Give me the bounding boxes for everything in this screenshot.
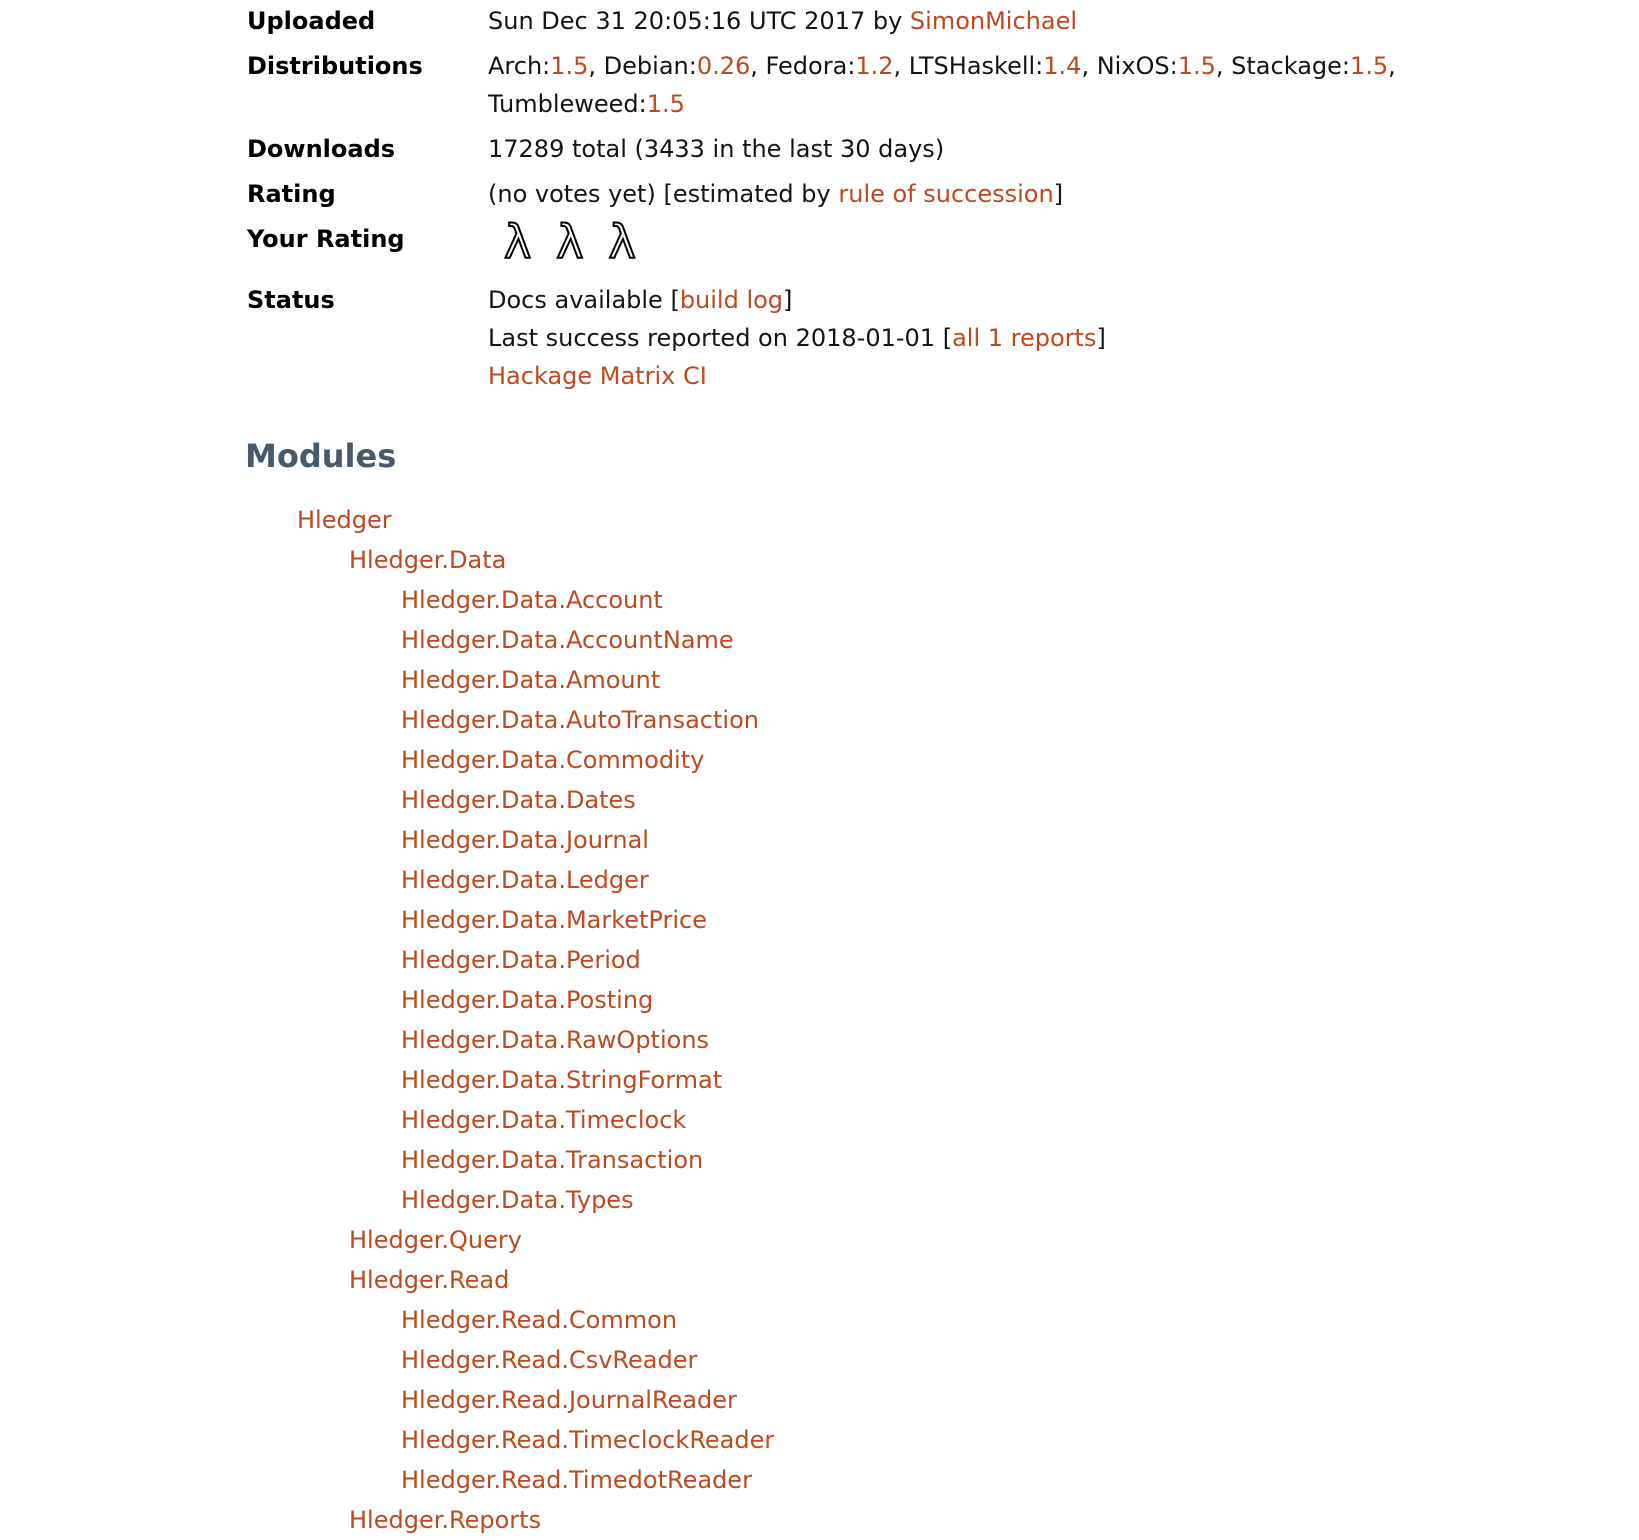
module-link[interactable]: Hledger.Data.Amount — [401, 666, 661, 694]
rating-lambda-icon[interactable]: λ — [556, 215, 584, 269]
module-link[interactable]: Hledger.Data.StringFormat — [401, 1066, 723, 1094]
rating-label: Rating — [247, 180, 336, 208]
distribution-version-link[interactable]: 1.5 — [550, 52, 589, 80]
module-row — [247, 980, 1609, 1020]
module-tree — [247, 500, 1609, 1540]
module-link[interactable]: Hledger.Read.Common — [401, 1306, 678, 1334]
rule-of-succession-link[interactable]: rule of succession — [838, 180, 1054, 208]
distribution-version-link[interactable]: 1.5 — [1349, 52, 1389, 80]
module-link[interactable]: Hledger.Read.CsvReader — [401, 1346, 698, 1374]
module-row — [247, 1380, 1609, 1420]
module-row — [247, 1100, 1609, 1140]
module-link[interactable]: Hledger.Data.Account — [401, 586, 663, 614]
distribution-version-link[interactable]: 1.4 — [1043, 52, 1082, 80]
module-row — [247, 780, 1609, 820]
module-link[interactable]: Hledger.Data.Commodity — [401, 746, 705, 774]
uploaded-value — [488, 2, 1583, 47]
distribution-version-link[interactable]: 1.5 — [1177, 52, 1216, 80]
your-rating-label: Your Rating — [247, 225, 405, 253]
uploaded-text: Sun Dec 31 20:05:16 UTC 2017 by — [488, 7, 910, 35]
module-row — [247, 820, 1609, 860]
modules-heading: Modules — [245, 437, 397, 475]
module-link[interactable]: Hledger.Data.Period — [401, 946, 641, 974]
module-link[interactable]: Hledger.Data.Ledger — [401, 866, 649, 894]
status-line-success — [488, 319, 1583, 357]
module-row — [247, 620, 1609, 660]
module-row — [247, 740, 1609, 780]
hackage-matrix-ci-link[interactable]: Hackage Matrix CI — [488, 362, 707, 390]
rating-text-prefix: (no votes yet) [estimated by — [488, 180, 839, 208]
status-docs-suffix: ] — [783, 286, 793, 314]
distribution-name: Arch: — [488, 52, 551, 80]
module-link[interactable]: Hledger.Data.Transaction — [401, 1146, 704, 1174]
distribution-name: , Debian: — [588, 52, 697, 80]
module-row — [247, 700, 1609, 740]
uploaded-label: Uploaded — [247, 7, 376, 35]
module-link[interactable]: Hledger.Read — [349, 1266, 510, 1294]
downloads-label: Downloads — [247, 135, 396, 163]
module-link[interactable]: Hledger.Data.Dates — [401, 786, 636, 814]
distribution-name: , Fedora: — [750, 52, 856, 80]
module-row — [247, 580, 1609, 620]
status-line-docs — [488, 281, 1583, 319]
status-success-text: Last success reported on 2018-01-01 [ — [488, 324, 953, 352]
module-row — [247, 1300, 1609, 1340]
build-log-link[interactable]: build log — [679, 286, 784, 314]
status-success-suffix: ] — [1096, 324, 1106, 352]
status-line-matrix — [488, 357, 1583, 395]
module-row — [247, 660, 1609, 700]
module-row — [247, 1220, 1609, 1260]
module-row — [247, 1060, 1609, 1100]
distributions-value — [488, 47, 1583, 130]
property-row-rating — [247, 175, 1583, 220]
module-link[interactable]: Hledger — [297, 506, 392, 534]
all-reports-link[interactable]: all 1 reports — [952, 324, 1097, 352]
module-link[interactable]: Hledger.Query — [349, 1226, 522, 1254]
property-row-distributions — [247, 47, 1583, 130]
rating-lambda-icon[interactable]: λ — [608, 215, 636, 269]
module-link[interactable]: Hledger.Read.TimeclockReader — [401, 1426, 775, 1454]
status-label: Status — [247, 286, 335, 314]
distributions-label: Distributions — [247, 52, 423, 80]
status-docs-text: Docs available [ — [488, 286, 680, 314]
status-value — [488, 281, 1583, 402]
property-row-status — [247, 281, 1583, 402]
distribution-version-link[interactable]: 0.26 — [696, 52, 751, 80]
distribution-name: , LTSHaskell: — [893, 52, 1044, 80]
distribution-name: , Stackage: — [1215, 52, 1350, 80]
module-row — [247, 1260, 1609, 1300]
module-row — [247, 1180, 1609, 1220]
package-properties-table — [247, 2, 1583, 402]
module-link[interactable]: Hledger.Data.RawOptions — [401, 1026, 710, 1054]
module-row — [247, 860, 1609, 900]
distribution-version-link[interactable]: 1.5 — [646, 90, 685, 118]
property-row-downloads — [247, 130, 1583, 175]
module-row — [247, 540, 1609, 580]
module-row — [247, 940, 1609, 980]
module-row — [247, 1460, 1609, 1500]
rating-value — [488, 175, 1583, 220]
module-row — [247, 1020, 1609, 1060]
module-row — [247, 1500, 1609, 1540]
module-link[interactable]: Hledger.Data.Posting — [401, 986, 654, 1014]
your-rating-lambdas — [488, 215, 661, 269]
module-link[interactable]: Hledger.Read.TimedotReader — [401, 1466, 752, 1494]
module-link[interactable]: Hledger.Reports — [349, 1506, 542, 1534]
module-link[interactable]: Hledger.Data.Timeclock — [401, 1106, 687, 1134]
module-row — [247, 500, 1609, 540]
downloads-value: 17289 total (3433 in the last 30 days) — [488, 135, 945, 163]
module-row — [247, 1140, 1609, 1180]
distribution-name: , NixOS: — [1081, 52, 1178, 80]
property-row-uploaded — [247, 2, 1583, 47]
module-link[interactable]: Hledger.Data.AutoTransaction — [401, 706, 759, 734]
rating-text-suffix: ] — [1053, 180, 1064, 208]
module-link[interactable]: Hledger.Data.Types — [401, 1186, 634, 1214]
module-row — [247, 1420, 1609, 1460]
module-link[interactable]: Hledger.Data.MarketPrice — [401, 906, 707, 934]
module-row — [247, 900, 1609, 940]
module-link[interactable]: Hledger.Read.JournalReader — [401, 1386, 737, 1414]
module-link[interactable]: Hledger.Data.Journal — [401, 826, 649, 854]
module-link[interactable]: Hledger.Data.AccountName — [401, 626, 734, 654]
uploader-link[interactable]: SimonMichael — [909, 7, 1078, 35]
distribution-version-link[interactable]: 1.2 — [855, 52, 894, 80]
rating-lambda-icon[interactable]: λ — [504, 215, 532, 269]
property-row-your-rating — [247, 220, 1583, 281]
distribution-name: , Tumbleweed: — [488, 52, 1396, 118]
module-row — [247, 1340, 1609, 1380]
module-link[interactable]: Hledger.Data — [349, 546, 507, 574]
